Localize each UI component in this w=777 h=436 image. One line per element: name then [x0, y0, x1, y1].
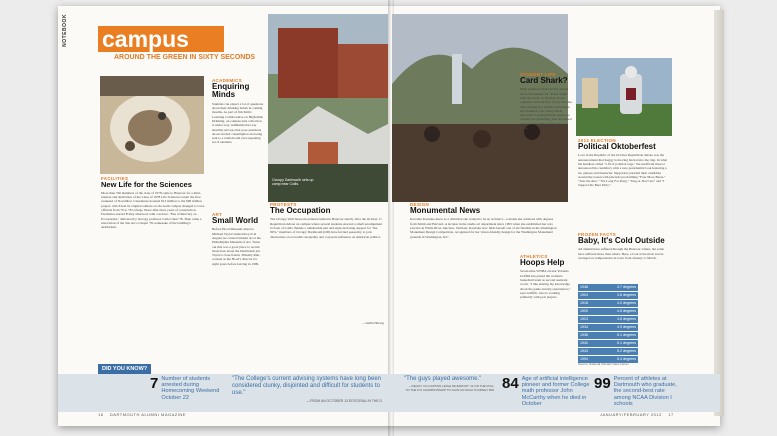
stat-arrests — [150, 376, 226, 401]
election-body: Love in the Republic of the October Republican debate was the announcement that Keggy is moving his hat into the ring. In what his handlers called "a fit of political rage," the unofficial mascot announced his candidacy with a new presidential look featuring a tie, glasses and mustache. Supporters paraded their candidate around the Green with placards proclaiming "Four More Beers," "Tear the Abs," "We Long For Pong," "Keg-A-Not Care" and "I Support the Beer Party." — [578, 153, 668, 188]
weather-article — [578, 232, 670, 273]
academics-tag: ACADEMICS — [212, 78, 242, 83]
protests-tag: PROTESTS — [270, 202, 297, 207]
stat-athletes-text: Percent of athletes at Dartmouth who graduate, the second-best rate among NCAA Division I schools — [613, 376, 677, 407]
student-life-tag: STUDENT LIFE — [520, 72, 556, 77]
academics-headline: Enquiring Minds — [212, 82, 250, 100]
temperature-row — [578, 284, 638, 291]
issue-date: JANUARY/FEBRUARY 2012 — [600, 412, 662, 417]
left-folio — [98, 412, 186, 417]
temperature-year: 1948 — [580, 285, 588, 289]
temperature-value: 5.1 degrees — [617, 341, 636, 345]
temperature-year: 1934 — [580, 325, 588, 329]
athletics-article — [520, 254, 572, 369]
temperature-value: 3.7 degrees — [617, 285, 636, 289]
occupy-photo-caption: Occupy Dartmouth sets up camp near Collis. — [272, 178, 314, 186]
temperature-row — [578, 292, 638, 299]
advising-quote-source: —FROM AN OCTOBER 13 EDITORIAL IN THE D — [306, 399, 382, 403]
student-life-article — [520, 72, 572, 227]
design-tag: DESIGN — [410, 202, 430, 207]
temperature-table — [578, 284, 638, 364]
stat-mccarthy-number: 84 — [502, 375, 519, 392]
design-body: Karolina Kawiaka knew as a child that she wanted to be an architect—a dream she achieved with degrees from Smith and Harvard. A lecturer in the studio art department since 1993 when she established her solo practice in White River Junction, Vermont, Kawiaka now finds herself one of six finalists in the Washington Monument Design Competition, recognized for her vision-friendly design for the Washington Monument grounds in Washington, D.C. — [410, 217, 557, 239]
section-subtitle: AROUND THE GREEN IN SIXTY SECONDS — [114, 54, 256, 61]
athletics-body: Seven-time WNBA all-star Yolanda Griffith has joined the women's basketball team as second assistant coach. "I like sharing my knowledge about the game and my experiences," says Griffith, who is working primarily with post players. — [520, 269, 571, 300]
academics-article — [212, 78, 264, 202]
keggy-quote-source: —KEGGY CO-CAPTAIN LEIGH MCFARNOT '12 ON THE PULL TO THE D'S CHAMPIONSHIP TO GAIN AN NCAA TOURNEY BID — [405, 384, 494, 392]
temperature-value: 3.6 degrees — [617, 293, 636, 297]
temperature-row — [578, 316, 638, 323]
temperature-row — [578, 324, 638, 331]
facilities-article — [101, 176, 205, 365]
library-atrium-photo — [100, 76, 204, 174]
stat-mccarthy-text: Age of artificial intelligence pioneer and former College math professor John McCarthy when he died in October — [521, 376, 590, 407]
temperature-year: 1904 — [580, 293, 588, 297]
stat-athletes — [594, 376, 680, 407]
temperature-row — [578, 332, 638, 339]
art-headline: Small World — [212, 216, 259, 225]
temperature-row — [578, 348, 638, 355]
temperature-row — [578, 340, 638, 347]
right-page-number: 17 — [668, 412, 674, 417]
temperature-year: 1943 — [580, 349, 588, 353]
stat-athletes-number: 99 — [594, 375, 611, 392]
weather-tag: FROZEN FACTS — [578, 232, 617, 237]
design-headline: Monumental News — [410, 206, 481, 215]
academics-body: Students can expect a lot of questions about their drinking habits in coming months. As part of Jim Kim's Learning Collaborative on High-Risk Drinking, on-campus data collection is under way. Administrators say monthly surveys that pose questions about alcohol consumption are being sent to a random and ever-repeating set of students. — [212, 101, 264, 145]
athletics-tag: ATHLETICS — [520, 254, 548, 259]
protests-credit: —Judith Hertog — [362, 321, 384, 326]
advising-quote-text: "The College's current advising systems have long been considered clunky, disjointed and difficult for students to use." — [232, 376, 382, 396]
temperature-value: 4.8 degrees — [617, 317, 636, 321]
right-folio — [600, 412, 674, 417]
temperature-value: 5.1 degrees — [617, 333, 636, 337]
temperature-row — [578, 300, 638, 307]
temperature-value: 5.2 degrees — [617, 349, 636, 353]
election-article — [578, 138, 670, 219]
advising-quote — [232, 376, 382, 403]
section-side-label: NOTEBOOK — [62, 14, 68, 47]
election-headline: Political Oktoberfest — [578, 142, 656, 151]
temperature-value: 4.0 degrees — [617, 301, 636, 305]
occupy-camp-photo — [268, 14, 388, 202]
temperature-year: 1923 — [580, 317, 588, 321]
section-banner: campus — [98, 26, 224, 52]
athletics-headline: Hoops Help — [520, 258, 565, 267]
temperature-year: 1940 — [580, 341, 588, 345]
temperature-value: 5.4 degrees — [617, 357, 636, 361]
keggy-quote — [404, 376, 494, 392]
magazine-name: DARTMOUTH ALUMNI MAGAZINE — [109, 412, 186, 417]
art-body: Before Hood Museum director Michael Taylor landed the job in August, he curated student art at the Philadelphia Museum of Art. Turns out that was a good place to recruit mode lists about the Dartmouth job. Taylor's close friend, Timothy Rub, worked as the Hood's director for eight years before leaving in 1999. — [212, 227, 261, 266]
left-page-number: 16 — [98, 412, 104, 417]
student-life-headline: Card Shark? — [520, 76, 568, 85]
temperature-value: 4.9 degrees — [617, 325, 636, 329]
art-tag: ART — [212, 212, 223, 217]
temperature-table-source: Source: National Climatic Data Center — [578, 362, 629, 366]
facilities-headline: New Life for the Sciences — [101, 180, 192, 189]
stat-mccarthy — [502, 376, 590, 407]
temperature-row — [578, 308, 638, 315]
art-article — [212, 212, 264, 367]
weather-body: All alumni have suffered through the Hanover winter, but some have suffered more than others. Here, a look at the most severe average low temperatures in town from January to March. — [578, 247, 665, 260]
keggy-quote-text: "The guys played awesome." — [404, 376, 482, 382]
facilities-tag: FACILITIES — [101, 176, 129, 181]
facilities-body: More than 350 members of the class of 1978 came to Hanover for a mini-reunion and dedication of the Class of 1978 Life Sciences Center the first weekend of November. Classmates donated $13 million to the $99 million project, which had its original address on the north campus changed to town officials from 70 to 78 College Street after three years of construction. Festivities started Friday afternoon with a lecture, "Fun of Mercury on Ecosystems," delivered by biology professor Celia Chen '78. Then came a renovation of the San Arco Chapel '78, namesake of the building's auditorium. — [101, 190, 205, 230]
student-life-body: Math professor Erik van Erp joined about 50 students for "Poker Night with the Profs" in October. Event organizer Xiaolan Yan '15 got the idea after playing in a similar tournament his freshman year. Using funds allocated to undergraduate residence winners programming, Yan purchased prizes for the McLaughlin Cluster event. — [520, 87, 572, 131]
election-tag: 2012 ELECTION — [578, 138, 616, 143]
protests-body: The Occupy Wall Street movement landed in Hanover shortly after the October 11 Republican debate on campus where several students enacted a small encampment in front of Collis. Beside a ramshackle tent and signs declaring support for "the 99%," members of Occupy Dartmouth (OD) have invited passersby to join discussions on economic inequality and corporate influence on American politics. — [270, 217, 383, 239]
temperature-year: 1994 — [580, 357, 588, 361]
did-you-know-label: DID YOU KNOW? — [98, 364, 151, 374]
temperature-year: 1920 — [580, 309, 588, 313]
protests-article — [270, 202, 384, 326]
temperature-year: 1918 — [580, 301, 588, 305]
stat-arrests-number: 7 — [150, 375, 159, 392]
weather-headline: Baby, It's Cold Outside — [578, 236, 665, 245]
protests-headline: The Occupation — [270, 206, 331, 215]
temperature-year: 1936 — [580, 333, 588, 337]
keggy-mascot-photo — [576, 58, 672, 136]
page-edges — [714, 10, 724, 416]
temperature-value: 4.5 degrees — [617, 309, 636, 313]
stat-arrests-text: Number of students arrested during Homecoming Weekend October 22 — [161, 376, 220, 401]
